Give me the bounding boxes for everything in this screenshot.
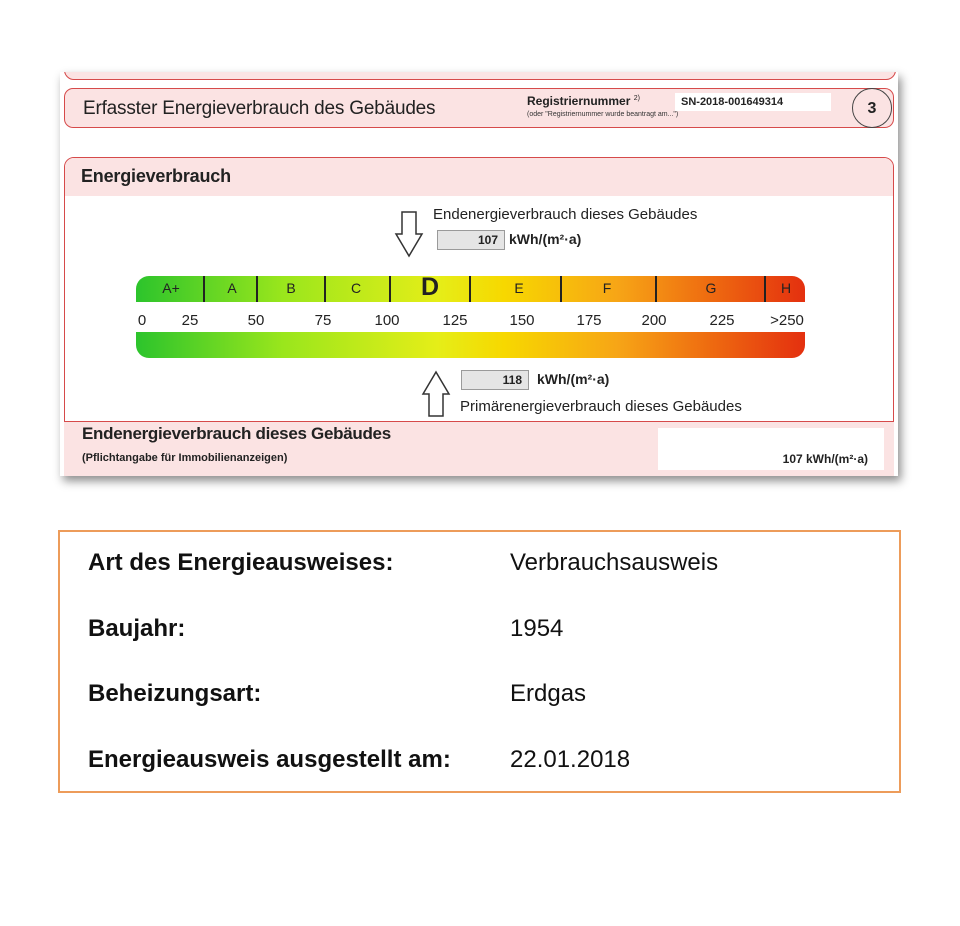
- previous-section-edge: [64, 72, 896, 80]
- summary-title: Endenergieverbrauch dieses Gebäudes: [82, 424, 391, 443]
- detail-label: Baujahr:: [88, 615, 186, 642]
- header-title: Erfasster Energieverbrauch des Gebäudes: [83, 98, 436, 119]
- detail-label: Energieausweis ausgestellt am:: [88, 746, 451, 773]
- detail-value: Erdgas: [510, 680, 587, 707]
- primary-energy-label: Primärenergieverbrauch dieses Gebäudes: [460, 398, 742, 415]
- scale-tick: 0: [137, 312, 147, 329]
- end-energy-value: 107: [437, 230, 505, 250]
- page-number-badge: 3: [852, 88, 892, 128]
- summary-value: 107 kWh/(m²·a): [782, 452, 868, 466]
- end-energy-summary-row: [64, 421, 894, 476]
- class-divider: [764, 276, 766, 302]
- class-label-c: C: [350, 280, 362, 296]
- energy-gradient-bar: [136, 332, 805, 358]
- scale-tick: 150: [509, 312, 535, 329]
- detail-value: 22.01.2018: [510, 746, 631, 773]
- class-label-aplus: A+: [162, 280, 180, 296]
- detail-row-heating: [88, 680, 868, 710]
- class-label-d: D: [420, 276, 440, 301]
- end-energy-unit: kWh/(m²·a): [509, 231, 582, 247]
- primary-energy-value: 118: [461, 370, 529, 390]
- class-label-f: F: [602, 280, 612, 296]
- class-divider: [469, 276, 471, 302]
- scale-tick: 175: [576, 312, 602, 329]
- class-label-a: A: [227, 280, 237, 296]
- end-energy-arrow-icon: [394, 210, 424, 258]
- class-divider: [324, 276, 326, 302]
- class-divider: [655, 276, 657, 302]
- registration-number: SN-2018-001649314: [675, 93, 831, 111]
- detail-value: 1954: [510, 615, 564, 642]
- summary-subtitle: (Pflichtangabe für Immobilienanzeigen): [82, 452, 288, 464]
- detail-value: Verbrauchsausweis: [510, 549, 719, 576]
- scale-tick: 75: [314, 312, 332, 329]
- scale-tick: 125: [442, 312, 468, 329]
- section-header: [65, 158, 893, 196]
- summary-value-box: [658, 428, 884, 470]
- detail-row-year: [88, 615, 868, 645]
- class-divider: [203, 276, 205, 302]
- scale-tick: 25: [181, 312, 199, 329]
- detail-label: Art des Energieausweises:: [88, 549, 394, 576]
- registration-sub-label: (oder "Registriernummer wurde beantragt am..."): [527, 111, 679, 118]
- class-label-h: H: [780, 280, 792, 296]
- energy-certificate-card: [60, 72, 898, 476]
- class-label-b: B: [286, 280, 296, 296]
- class-divider: [560, 276, 562, 302]
- primary-energy-arrow-icon: [421, 370, 451, 418]
- registration-label: Registriernummer $^{2)}$: [527, 94, 640, 108]
- certificate-header: [64, 88, 894, 128]
- scale-tick: 200: [641, 312, 667, 329]
- detail-row-type: [88, 549, 868, 579]
- end-energy-label: Endenergieverbrauch dieses Gebäudes: [433, 206, 698, 223]
- scale-tick: 225: [709, 312, 735, 329]
- class-divider: [256, 276, 258, 302]
- detail-label: Beheizungsart:: [88, 680, 262, 707]
- energy-class-scale: [136, 276, 805, 302]
- scale-tick: 100: [374, 312, 400, 329]
- class-divider: [389, 276, 391, 302]
- primary-energy-unit: kWh/(m²·a): [537, 371, 610, 387]
- detail-row-issued: [88, 746, 868, 776]
- scale-tick: >250: [770, 312, 804, 329]
- class-label-e: E: [514, 280, 524, 296]
- certificate-details-box: [58, 530, 901, 793]
- class-label-g: G: [705, 280, 717, 296]
- section-title: Energieverbrauch: [81, 166, 231, 186]
- scale-tick: 50: [247, 312, 265, 329]
